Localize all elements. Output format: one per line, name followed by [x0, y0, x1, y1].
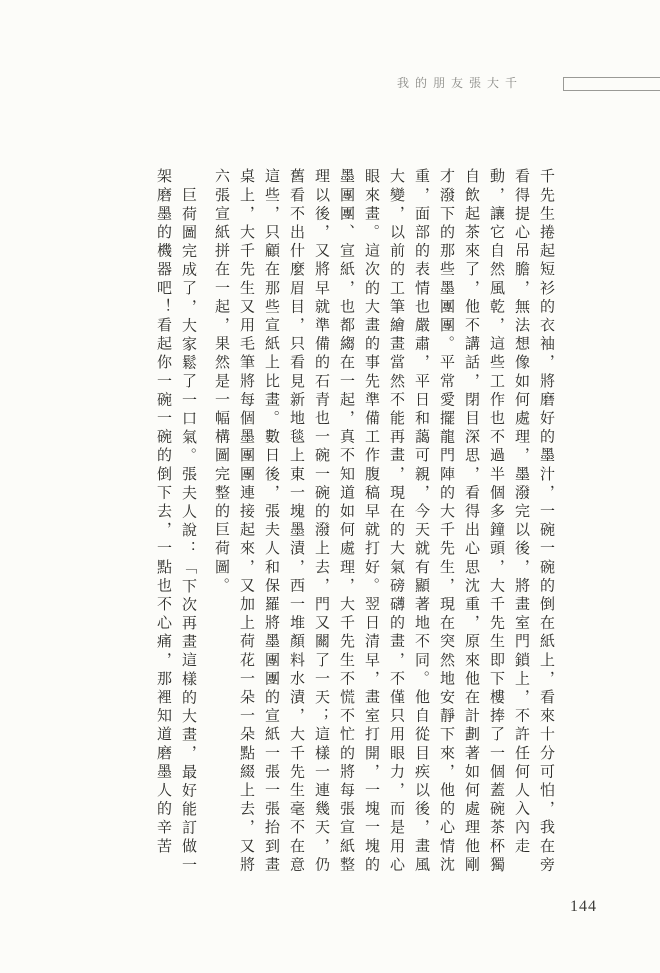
page-number: 144 [570, 898, 597, 915]
paragraph: 千先生捲起短衫的衣袖，將磨好的墨汁，一碗一碗的倒在紙上，看來十分可怕，我在旁看得提心吊膽，無法想像如何處理，墨潑完以後，將畫室門鎖上，不許任何人入內走動，讓它自然風乾，這些工作也不過半個多鐘頭，大千先生即下樓捧了一個蓋碗茶杯獨自飲起茶來了，他不講話，閉目深思，看得出心思沈重，原來他在計劃著如何處理他剛才潑下的那些墨團團。平常愛擺龍門陣的大千先生，現在突然地安靜下來，他的心情沈重，面部的表情也嚴肅，平日和藹可親，今天就有顯著地不同。他自從目疾以後，畫風大變，以前的工筆繪畫當然不能再畫，現在的大氣磅礴的畫，不僅只用眼力，而是用心眼來畫。這次的大畫的事先準備工作腹稿早就打好。翌日清早，畫室打開，一塊一塊的墨團團、宣紙，也都縐在一起，真不知道如何處理，大千先生不慌不忙的將每張宣紙整理以後，又將早就準備的石青也一碗一碗的潑上去，門又關了一天；這樣一連幾天，仍舊看不出什麼眉目，只看見新地毯上東一塊墨漬，西一堆顏料水漬，大千先生毫不在意這些，只顧在那些宣紙上比畫。數日後，張夫人和保羅將墨團團的宣紙一張一張抬到畫桌上，大千先生又用毛筆將每個墨團團連接起來，又加上荷花一朵一朵點綴上去，又將六張宣紙拼在一起，果然是一幅構圖完整的巨荷圖。 [213, 168, 554, 875]
vertical-text-block [150, 168, 558, 878]
running-header-title: 我的朋友張大千 [396, 76, 523, 90]
header-rule-box [563, 77, 660, 91]
paragraph: 巨荷圖完成了，大家鬆了一口氣。張夫人說：「下次再畫這樣的大畫，最好能訂做一架磨墨的機器吧！看起你一碗一碗的倒下去，一點也不心痛，那裡知道磨墨人的辛苦 [155, 168, 196, 876]
